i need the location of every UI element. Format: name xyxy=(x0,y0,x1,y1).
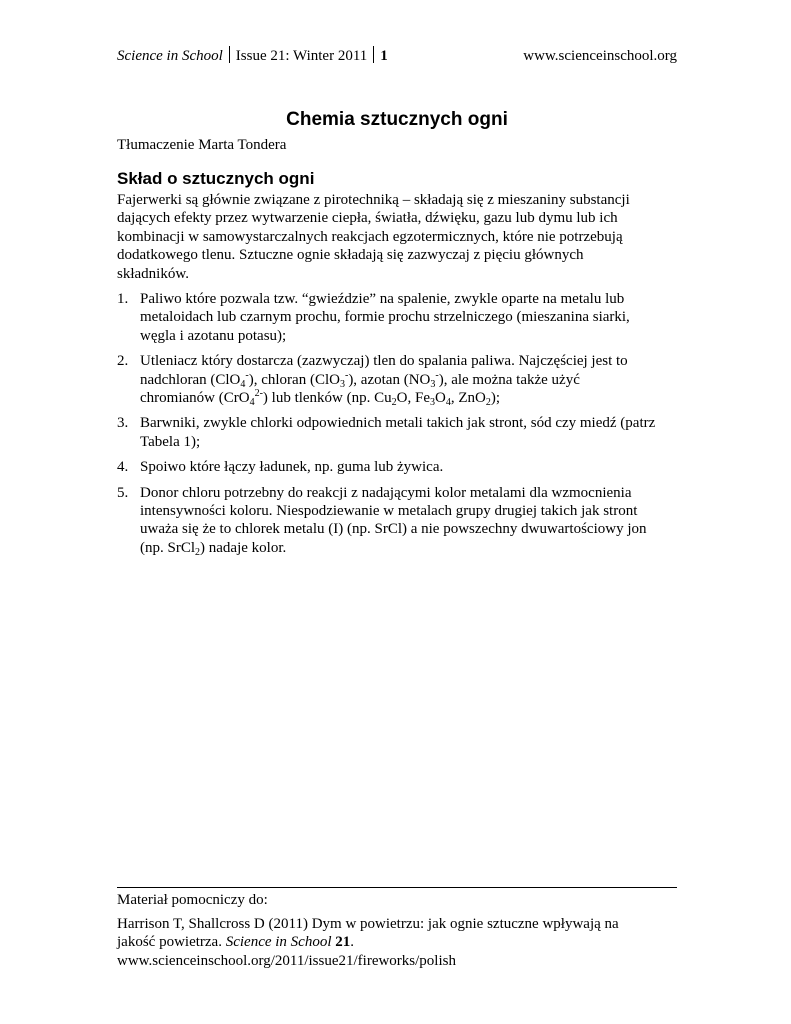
reference-journal: Science in School xyxy=(225,934,332,951)
list-line: (np. SrCl$_2$) nadaje kolor. xyxy=(140,539,287,558)
list-item xyxy=(117,352,677,407)
list-line: chromianów (CrO$_4^{2-}$) lub tlenków (np. $Cu_2O$, $Fe_3O_4$, ZnO$_2$); xyxy=(140,388,501,409)
journal-name: Science in School xyxy=(117,48,223,64)
reference-url: www.scienceinschool.org/2011/issue21/fireworks/polish xyxy=(117,952,456,969)
intro-line: składników. xyxy=(117,265,189,282)
issue-label: Issue 21: Winter 2011 xyxy=(235,48,368,64)
list-item xyxy=(117,458,677,476)
intro-line: dających efekty przez wytwarzenie ciepła, światła, dźwięku, gazu lub dymu lub ich xyxy=(117,210,618,227)
intro-line: dodatkowego tlenu. Sztuczne ognie składają się zazwyczaj z pięciu głównych xyxy=(117,247,584,264)
list-line: Donor chloru potrzebny do reakcji z nadającymi kolor metalami dla wzmocnienia xyxy=(140,484,632,501)
reference-line: jakość powietrza. Science in School 21. xyxy=(117,934,355,951)
list-line: metaloidach lub czarnym prochu, formie prochu strzelniczego (mieszanina siarki, xyxy=(140,309,630,326)
footer-reference xyxy=(117,915,677,970)
list-line: Barwniki, zwykle chlorki odpowiednich metali takich jak stront, sód czy miedź (patrz xyxy=(140,415,656,432)
intro-paragraph xyxy=(117,191,657,283)
intro-line: Fajerwerki są głównie związane z pirotechniką – składają się z mieszaniny substancji xyxy=(117,192,630,208)
list-number: 5. xyxy=(117,484,129,501)
list-line: nadchloran (ClO$_4$-), chloran (ClO$_3$-), azotan $(NO_3^-)$, ale można także użyć xyxy=(140,369,580,390)
list-line: Tabela 1); xyxy=(140,433,201,450)
footer-divider xyxy=(117,887,677,888)
list-item xyxy=(117,484,677,558)
list-number: 1. xyxy=(117,291,129,307)
list-item xyxy=(117,414,677,451)
website-url: www.scienceinschool.org xyxy=(523,48,677,64)
list-line: Paliwo które pozwala tzw. “gwieździe” na spalenie, zwykle oparte na metalu lub xyxy=(140,291,625,307)
list-number: 2. xyxy=(117,353,129,370)
intro-line: kombinacji w samowystarczalnych reakcjach egzotermicznych, które nie potrzebują xyxy=(117,228,623,245)
list-item xyxy=(117,290,677,345)
header-separator xyxy=(373,46,374,63)
list-number: 3. xyxy=(117,415,129,432)
page-number: 1 xyxy=(380,48,388,64)
running-header xyxy=(117,46,677,68)
footer-label: Materiał pomocniczy do: xyxy=(117,892,268,908)
list-line: Utleniacz który dostarcza (zazwyczaj) tlen do spalania paliwa. Najczęściej jest to xyxy=(140,353,628,370)
list-number: 4. xyxy=(117,459,129,476)
header-separator xyxy=(229,46,230,63)
translator-credit: Tłumaczenie Marta Tondera xyxy=(117,137,287,153)
list-line: uważa się że to chlorek metalu (I) (np. SrCl) a nie powszechny dwuwartościowy jon xyxy=(140,521,647,538)
list-line: węgla i azotanu potasu); xyxy=(140,327,287,344)
section-heading: Skład o sztucznych ogni xyxy=(117,169,315,188)
reference-issue: 21 xyxy=(335,934,351,951)
list-line: intensywności koloru. Niespodziewanie w metalach grupy drugiej takich jak stront xyxy=(140,503,638,520)
list-line: Spoiwo które łączy ładunek, np. guma lub żywica. xyxy=(140,459,444,476)
reference-line: Harrison T, Shallcross D (2011) Dym w powietrzu: jak ognie sztuczne wpływają na xyxy=(117,916,619,932)
page-title: Chemia sztucznych ogni xyxy=(286,109,508,130)
components-list xyxy=(117,290,677,557)
